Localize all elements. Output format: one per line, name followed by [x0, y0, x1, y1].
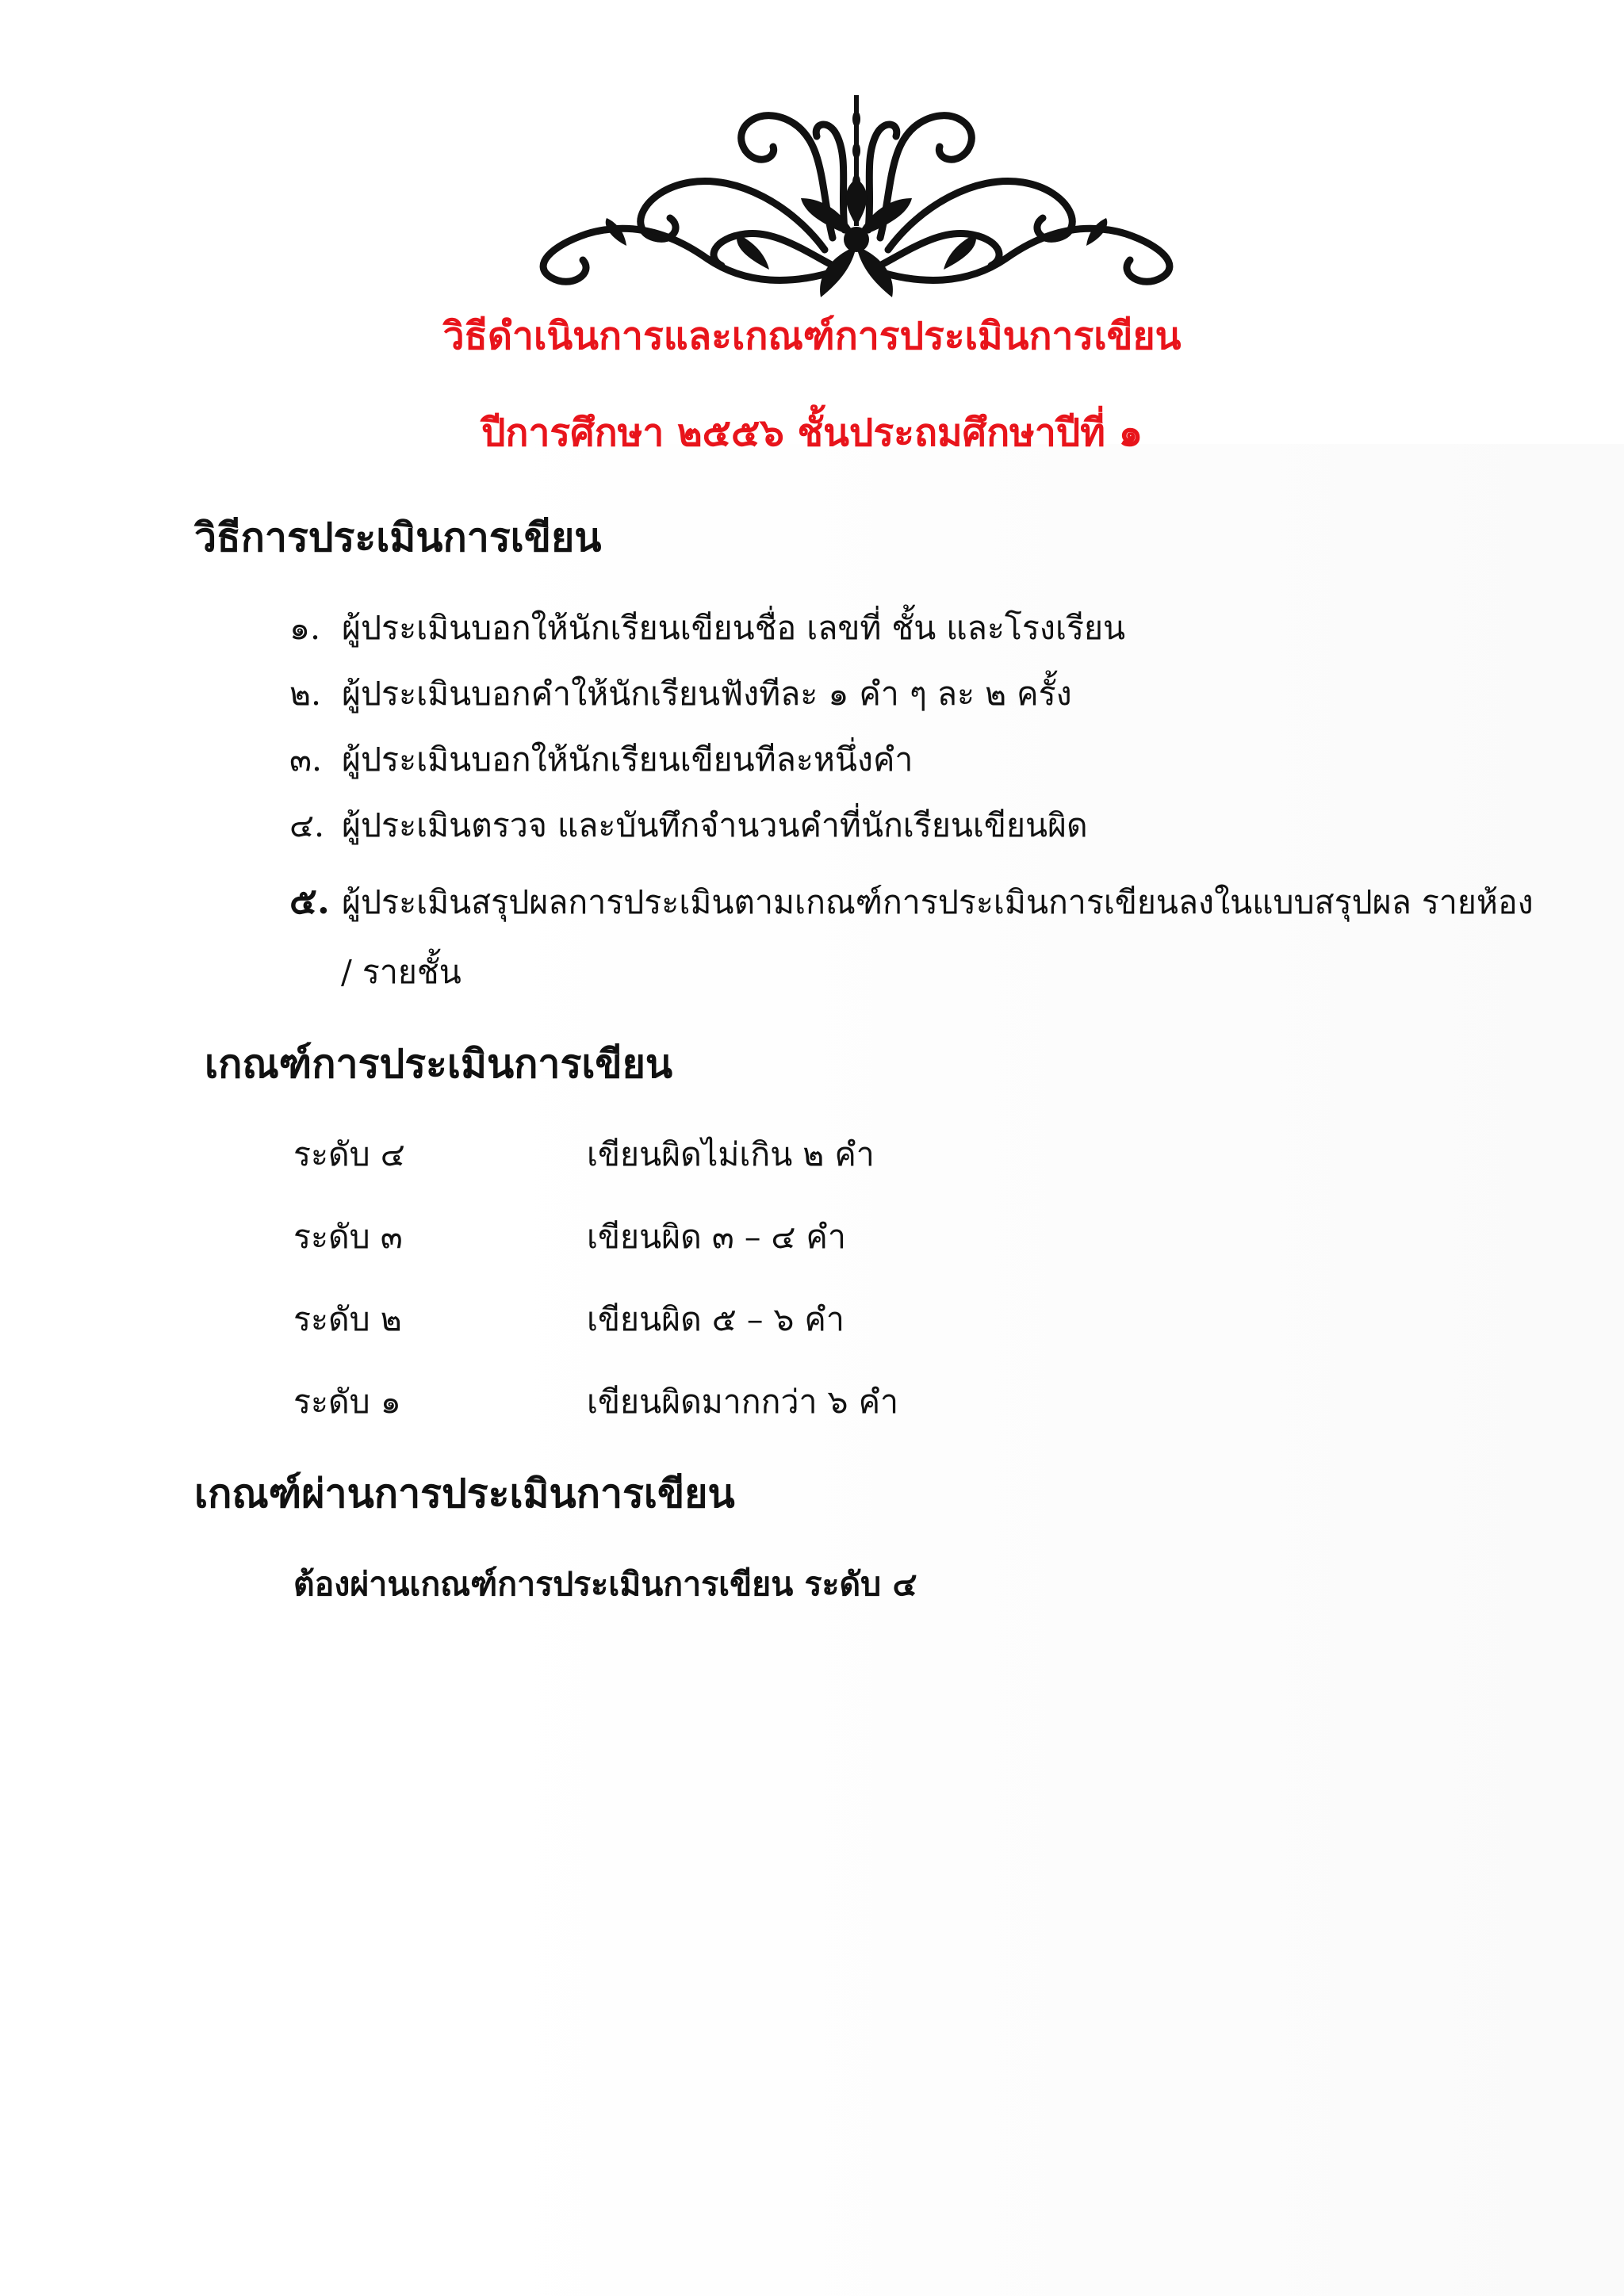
step-number: ๕.	[289, 879, 330, 922]
criteria-heading: เกณฑ์การประเมินการเขียน	[205, 1040, 673, 1087]
method-step	[289, 672, 1072, 716]
criteria-description: เขียนผิดไม่เกิน ๒ คำ	[587, 1135, 875, 1173]
method-step	[289, 878, 1534, 924]
method-step	[289, 803, 1088, 848]
document-title: วิธีดำเนินการและเกณฑ์การประเมินการเขียน	[442, 314, 1182, 358]
page-background-shade	[476, 444, 1624, 2296]
method-heading: วิธีการประเมินการเขียน	[194, 514, 602, 561]
criteria-level: ระดับ ๑	[293, 1383, 401, 1421]
criteria-level: ระดับ ๒	[293, 1300, 402, 1338]
step-text: ผู้ประเมินตรวจ และบันทึกจำนวนคำที่นักเรียนเขียนผิด	[342, 806, 1088, 844]
pass-heading: เกณฑ์ผ่านการประเมินการเขียน	[194, 1470, 735, 1517]
step-number: ๓.	[289, 740, 323, 779]
criteria-level: ระดับ ๔	[293, 1135, 405, 1173]
method-step	[289, 606, 1125, 650]
floral-ornament-icon	[508, 87, 1205, 301]
step-text-continuation: / รายชั้น	[341, 953, 462, 991]
criteria-description: เขียนผิด ๕ – ๖ คำ	[587, 1300, 845, 1338]
criteria-level: ระดับ ๓	[293, 1218, 403, 1256]
criteria-description: เขียนผิดมากกว่า ๖ คำ	[587, 1383, 899, 1421]
pass-criterion-text: ต้องผ่านเกณฑ์การประเมินการเขียน ระดับ ๔	[293, 1565, 917, 1603]
step-text: ผู้ประเมินบอกให้นักเรียนเขียนชื่อ เลขที่ ชั้น และโรงเรียน	[342, 609, 1126, 647]
step-text: ผู้ประเมินสรุปผลการประเมินตามเกณฑ์การประเมินการเขียนลงในแบบสรุปผล รายห้อง	[342, 883, 1534, 921]
step-text: ผู้ประเมินบอกให้นักเรียนเขียนทีละหนึ่งคำ	[342, 740, 914, 779]
criteria-description: เขียนผิด ๓ – ๔ คำ	[587, 1218, 846, 1256]
method-step	[289, 737, 913, 782]
step-number: ๑.	[289, 609, 321, 647]
step-number: ๔.	[289, 806, 325, 844]
step-number: ๒.	[289, 675, 322, 713]
step-text: ผู้ประเมินบอกคำให้นักเรียนฟังทีละ ๑ คำ ๆ ละ ๒ ครั้ง	[342, 675, 1072, 713]
document-subtitle: ปีการศึกษา ๒๕๕๖ ชั้นประถมศึกษาปีที่ ๑	[481, 411, 1143, 455]
